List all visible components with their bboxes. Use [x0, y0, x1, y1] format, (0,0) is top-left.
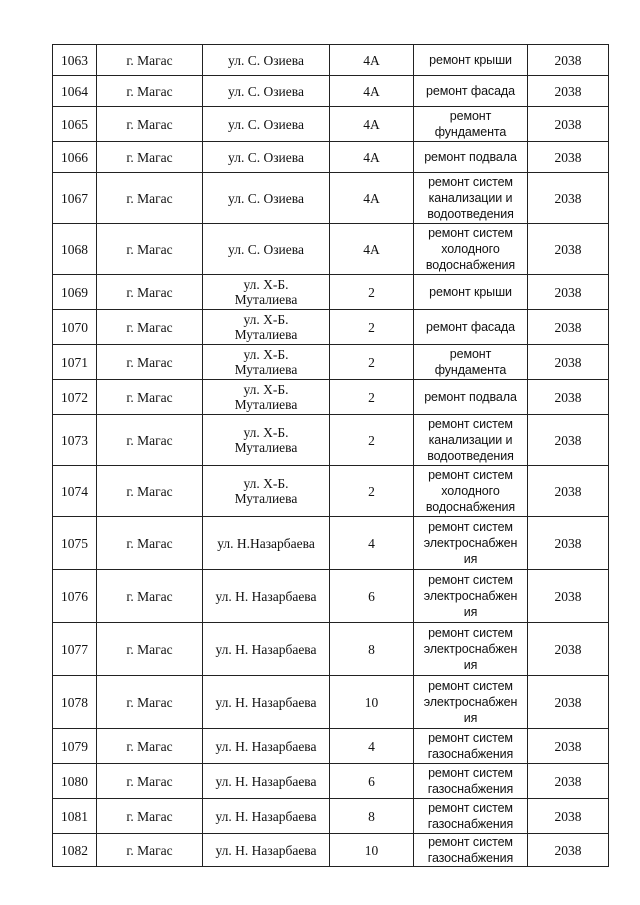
cell-street-line: ул. С. Озиева: [228, 116, 304, 132]
cell-year: 2038: [528, 142, 609, 173]
cell-street-line: ул. С. Озиева: [228, 83, 304, 99]
cell-street-line: Муталиева: [234, 440, 298, 455]
table-row: [53, 224, 609, 275]
cell-work-type-line: ремонт подвала: [424, 150, 517, 164]
cell-work-type-line: ремонт систем: [428, 417, 513, 431]
cell-year: 2038: [528, 570, 609, 623]
cell-work-type-line: ремонт фасада: [426, 84, 515, 98]
cell-street-line: ул. Н. Назарбаева: [215, 641, 317, 657]
cell-city: г. Магас: [97, 415, 203, 466]
table-row: [53, 517, 609, 570]
cell-year: 2038: [528, 345, 609, 380]
cell-work-type-line: канализации и: [428, 191, 513, 205]
cell-street-line: Муталиева: [234, 292, 298, 307]
cell-street-line: ул. Н. Назарбаева: [215, 694, 317, 710]
cell-street: [203, 275, 330, 310]
cell-work-type-line: ия: [463, 605, 478, 619]
cell-work-type: [414, 380, 528, 415]
cell-work-type-line: ремонт систем: [428, 766, 513, 780]
cell-work-type-line: ремонт: [449, 109, 492, 123]
cell-city: г. Магас: [97, 345, 203, 380]
cell-work-type-line: ремонт систем: [428, 226, 513, 240]
cell-work-type-line: электроснабжен: [423, 642, 518, 656]
cell-number: 1066: [53, 142, 97, 173]
cell-street-line: ул. Н. Назарбаева: [215, 808, 317, 824]
cell-year: 2038: [528, 275, 609, 310]
cell-house: 2: [330, 275, 414, 310]
cell-year: 2038: [528, 517, 609, 570]
cell-work-type: [414, 107, 528, 142]
table-row: [53, 834, 609, 867]
cell-work-type: [414, 275, 528, 310]
cell-work-type-line: ия: [463, 711, 478, 725]
cell-city: г. Магас: [97, 76, 203, 107]
table-row: [53, 76, 609, 107]
cell-house: 4А: [330, 142, 414, 173]
table-body: [53, 45, 609, 867]
cell-work-type: [414, 517, 528, 570]
cell-street: [203, 107, 330, 142]
cell-street-line: ул. Х-Б.: [243, 425, 289, 440]
cell-house: 4А: [330, 45, 414, 76]
cell-work-type-line: ия: [463, 658, 478, 672]
cell-work-type-line: газоснабжения: [427, 817, 514, 831]
cell-work-type-line: ремонт подвала: [424, 390, 517, 404]
cell-year: 2038: [528, 107, 609, 142]
table-row: [53, 107, 609, 142]
cell-number: 1080: [53, 764, 97, 799]
cell-work-type-line: водоснабжения: [425, 500, 516, 514]
cell-work-type: [414, 764, 528, 799]
cell-work-type-line: ремонт систем: [428, 573, 513, 587]
cell-work-type-line: канализации и: [428, 433, 513, 447]
cell-city: г. Магас: [97, 729, 203, 764]
cell-year: 2038: [528, 224, 609, 275]
cell-city: г. Магас: [97, 142, 203, 173]
cell-city: г. Магас: [97, 623, 203, 676]
table-row: [53, 173, 609, 224]
cell-work-type-line: ремонт крыши: [429, 53, 512, 67]
cell-city: г. Магас: [97, 310, 203, 345]
cell-work-type: [414, 415, 528, 466]
cell-house: 2: [330, 415, 414, 466]
cell-work-type: [414, 45, 528, 76]
cell-work-type-line: холодного: [441, 484, 500, 498]
cell-city: г. Магас: [97, 834, 203, 867]
cell-house: 2: [330, 466, 414, 517]
cell-street-line: Муталиева: [234, 327, 298, 342]
cell-work-type: [414, 799, 528, 834]
cell-work-type: [414, 76, 528, 107]
cell-house: 6: [330, 764, 414, 799]
cell-street: [203, 224, 330, 275]
cell-city: г. Магас: [97, 275, 203, 310]
table-row: [53, 570, 609, 623]
cell-year: 2038: [528, 310, 609, 345]
cell-year: 2038: [528, 466, 609, 517]
cell-street: [203, 466, 330, 517]
cell-house: 2: [330, 310, 414, 345]
cell-year: 2038: [528, 676, 609, 729]
cell-work-type: [414, 310, 528, 345]
cell-work-type: [414, 224, 528, 275]
table-row: [53, 380, 609, 415]
cell-year: 2038: [528, 380, 609, 415]
cell-street: [203, 623, 330, 676]
cell-number: 1068: [53, 224, 97, 275]
cell-work-type-line: электроснабжен: [423, 695, 518, 709]
cell-house: 4А: [330, 224, 414, 275]
cell-city: г. Магас: [97, 517, 203, 570]
cell-number: 1064: [53, 76, 97, 107]
cell-house: 4: [330, 517, 414, 570]
cell-street-line: ул. Х-Б.: [243, 277, 289, 292]
cell-street-line: ул. Х-Б.: [243, 382, 289, 397]
cell-house: 6: [330, 570, 414, 623]
cell-number: 1082: [53, 834, 97, 867]
cell-work-type-line: водоотведения: [427, 207, 514, 221]
cell-house: 4А: [330, 76, 414, 107]
cell-work-type-line: фундамента: [434, 363, 507, 377]
cell-year: 2038: [528, 415, 609, 466]
table-row: [53, 275, 609, 310]
cell-work-type-line: ремонт систем: [428, 626, 513, 640]
table-row: [53, 623, 609, 676]
cell-work-type-line: ремонт систем: [428, 731, 513, 745]
cell-number: 1077: [53, 623, 97, 676]
cell-house: 4: [330, 729, 414, 764]
cell-house: 8: [330, 799, 414, 834]
cell-year: 2038: [528, 45, 609, 76]
cell-work-type-line: электроснабжен: [423, 536, 518, 550]
cell-city: г. Магас: [97, 466, 203, 517]
cell-work-type-line: ремонт: [449, 347, 492, 361]
cell-street: [203, 76, 330, 107]
cell-street-line: ул. Х-Б.: [243, 312, 289, 327]
cell-work-type: [414, 729, 528, 764]
cell-work-type-line: ремонт систем: [428, 468, 513, 482]
cell-city: г. Магас: [97, 107, 203, 142]
cell-number: 1069: [53, 275, 97, 310]
cell-street-line: ул. Н. Назарбаева: [215, 738, 317, 754]
cell-street: [203, 142, 330, 173]
cell-street: [203, 380, 330, 415]
table-row: [53, 45, 609, 76]
table-row: [53, 799, 609, 834]
cell-year: 2038: [528, 623, 609, 676]
cell-work-type: [414, 834, 528, 867]
cell-year: 2038: [528, 173, 609, 224]
cell-street: [203, 45, 330, 76]
cell-number: 1075: [53, 517, 97, 570]
cell-work-type-line: холодного: [441, 242, 500, 256]
cell-year: 2038: [528, 764, 609, 799]
cell-city: г. Магас: [97, 676, 203, 729]
cell-city: г. Магас: [97, 45, 203, 76]
cell-work-type: [414, 570, 528, 623]
repair-schedule-table: [52, 44, 609, 867]
cell-city: г. Магас: [97, 173, 203, 224]
cell-street-line: Муталиева: [234, 362, 298, 377]
cell-work-type: [414, 623, 528, 676]
table-row: [53, 345, 609, 380]
cell-work-type-line: ия: [463, 552, 478, 566]
cell-street-line: ул. Х-Б.: [243, 347, 289, 362]
cell-number: 1063: [53, 45, 97, 76]
cell-work-type-line: электроснабжен: [423, 589, 518, 603]
cell-street-line: ул. С. Озиева: [228, 190, 304, 206]
table-row: [53, 676, 609, 729]
cell-work-type-line: ремонт систем: [428, 679, 513, 693]
cell-street-line: ул. Х-Б.: [243, 476, 289, 491]
table-row: [53, 415, 609, 466]
cell-street: [203, 570, 330, 623]
cell-street-line: ул. Н. Назарбаева: [215, 773, 317, 789]
cell-work-type-line: ремонт фасада: [426, 320, 515, 334]
cell-work-type-line: газоснабжения: [427, 782, 514, 796]
cell-street: [203, 764, 330, 799]
cell-street-line: ул. С. Озиева: [228, 241, 304, 257]
cell-street: [203, 729, 330, 764]
cell-house: 2: [330, 380, 414, 415]
cell-work-type-line: ремонт крыши: [429, 285, 512, 299]
cell-street-line: Муталиева: [234, 397, 298, 412]
cell-street-line: ул. Н. Назарбаева: [215, 842, 317, 858]
cell-work-type-line: газоснабжения: [427, 747, 514, 761]
cell-street: [203, 799, 330, 834]
cell-street: [203, 517, 330, 570]
cell-work-type-line: водоотведения: [427, 449, 514, 463]
cell-number: 1072: [53, 380, 97, 415]
cell-street-line: ул. Н. Назарбаева: [215, 588, 317, 604]
table-row: [53, 764, 609, 799]
table-row: [53, 466, 609, 517]
cell-street: [203, 676, 330, 729]
cell-house: 4А: [330, 173, 414, 224]
cell-number: 1078: [53, 676, 97, 729]
table-row: [53, 729, 609, 764]
cell-city: г. Магас: [97, 570, 203, 623]
cell-number: 1074: [53, 466, 97, 517]
cell-year: 2038: [528, 834, 609, 867]
cell-number: 1073: [53, 415, 97, 466]
document-page: [52, 44, 608, 867]
cell-work-type-line: ремонт систем: [428, 835, 513, 849]
cell-city: г. Магас: [97, 224, 203, 275]
cell-work-type-line: ремонт систем: [428, 801, 513, 815]
cell-street: [203, 834, 330, 867]
cell-work-type-line: фундамента: [434, 125, 507, 139]
cell-street: [203, 310, 330, 345]
cell-street: [203, 345, 330, 380]
cell-work-type-line: газоснабжения: [427, 851, 514, 865]
cell-number: 1081: [53, 799, 97, 834]
table-row: [53, 310, 609, 345]
cell-city: г. Магас: [97, 380, 203, 415]
cell-work-type-line: ремонт систем: [428, 520, 513, 534]
cell-city: г. Магас: [97, 764, 203, 799]
cell-house: 8: [330, 623, 414, 676]
cell-year: 2038: [528, 799, 609, 834]
cell-number: 1071: [53, 345, 97, 380]
cell-house: 10: [330, 676, 414, 729]
cell-work-type: [414, 466, 528, 517]
cell-work-type: [414, 173, 528, 224]
cell-number: 1079: [53, 729, 97, 764]
cell-year: 2038: [528, 76, 609, 107]
cell-number: 1065: [53, 107, 97, 142]
cell-house: 10: [330, 834, 414, 867]
cell-number: 1067: [53, 173, 97, 224]
cell-work-type: [414, 345, 528, 380]
cell-year: 2038: [528, 729, 609, 764]
cell-city: г. Магас: [97, 799, 203, 834]
cell-work-type: [414, 676, 528, 729]
cell-number: 1070: [53, 310, 97, 345]
cell-work-type-line: водоснабжения: [425, 258, 516, 272]
cell-number: 1076: [53, 570, 97, 623]
cell-work-type-line: ремонт систем: [428, 175, 513, 189]
cell-street: [203, 415, 330, 466]
cell-street-line: Муталиева: [234, 491, 298, 506]
cell-street: [203, 173, 330, 224]
cell-street-line: ул. С. Озиева: [228, 52, 304, 68]
cell-house: 2: [330, 345, 414, 380]
cell-street-line: ул. С. Озиева: [228, 149, 304, 165]
cell-work-type: [414, 142, 528, 173]
table-row: [53, 142, 609, 173]
cell-street-line: ул. Н.Назарбаева: [217, 535, 315, 551]
cell-house: 4А: [330, 107, 414, 142]
